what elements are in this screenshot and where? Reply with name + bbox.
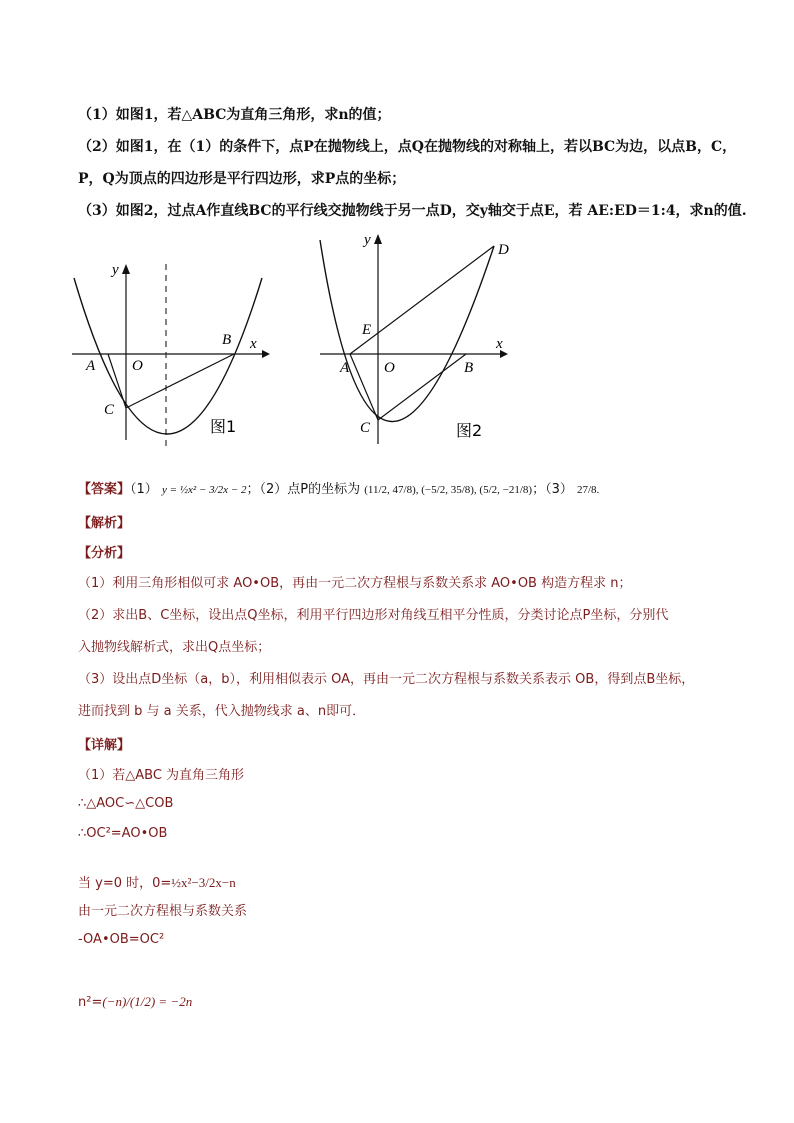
- label-c: C: [104, 402, 115, 418]
- label-b: B: [222, 332, 232, 348]
- y-axis-arrow-icon: [374, 234, 382, 244]
- label-o: O: [132, 358, 143, 374]
- detail-line-4-prefix: 当 y=0 时，0=: [78, 876, 172, 891]
- question-3: （3）如图2，过点A作直线BC的平行线交抛物线于另一点D，交y轴交于点E，若 AE:ED＝1:4，求n的值.: [78, 203, 747, 219]
- answer-line: [78, 478, 599, 497]
- figure-1-caption: 图1: [210, 417, 237, 436]
- figure-2: [316, 230, 526, 446]
- detail-line-6: -OA•OB=OC²: [78, 932, 165, 947]
- y-axis-arrow-icon: [122, 264, 130, 274]
- detail-line-4-formula: ½x²−3/2x−n: [171, 875, 236, 890]
- label-b: B: [464, 360, 474, 376]
- detail-line-5: 由一元二次方程根与系数关系: [78, 904, 248, 919]
- detail-label: 【详解】: [78, 738, 131, 753]
- detail-line-4: [78, 872, 236, 891]
- answer-part1-prefix: （1）: [130, 482, 158, 497]
- detail-line-2: ∴△AOC∽△COB: [78, 796, 174, 811]
- question-2-line-1: （2）如图1，在（1）的条件下，点P在抛物线上，点Q在抛物线的对称轴上，若以BC为边，以点B，C，: [78, 139, 737, 155]
- detail-line-1: （1）若△ABC 为直角三角形: [78, 768, 245, 783]
- answer-part1-formula: y = ½x² − 3/2x − 2: [161, 484, 247, 496]
- answer-part3-value: 27/8.: [576, 484, 600, 496]
- figure-1: [66, 260, 276, 450]
- analysis-p3-line-1: （3）设出点D坐标（a，b），利用相似表示 OA，再由一元二次方程根与系数关系表示 OB，得到点B坐标，: [78, 672, 695, 687]
- answer-part2-points: (11/2, 47/8), (−5/2, 35/8), (5/2, −21/8): [364, 484, 533, 496]
- question-1: （1）如图1，若△ABC为直角三角形，求n的值；: [78, 107, 391, 123]
- label-y: y: [364, 232, 371, 248]
- segment-ad: [350, 246, 494, 354]
- x-axis-arrow-icon: [262, 350, 270, 358]
- detail-line-3: ∴OC²=AO•OB: [78, 826, 168, 841]
- label-e: E: [362, 322, 372, 338]
- segment-ac: [108, 354, 126, 408]
- segment-ac: [350, 354, 378, 420]
- analysis-sub-label: 【分析】: [78, 546, 131, 561]
- detail-line-7-formula: (−n)/(1/2) = −2n: [102, 994, 193, 1009]
- question-2-line-2: P，Q为顶点的四边形是平行四边形，求P点的坐标；: [78, 171, 406, 187]
- analysis-label: 【解析】: [78, 516, 131, 531]
- figure-2-caption: 图2: [456, 421, 483, 440]
- detail-line-7-prefix: n²=: [78, 995, 103, 1010]
- label-a: A: [86, 358, 96, 374]
- analysis-p2-line-1: （2）求出B、C坐标，设出点Q坐标，利用平行四边形对角线互相平分性质，分类讨论点P坐标，分别代: [78, 608, 669, 623]
- detail-line-7: [78, 994, 192, 1010]
- parabola-curve: [320, 240, 494, 422]
- label-x: x: [496, 336, 503, 352]
- label-o: O: [384, 360, 395, 376]
- parabola-curve: [74, 278, 262, 434]
- label-c: C: [360, 420, 371, 436]
- analysis-p1: （1）利用三角形相似可求 AO•OB，再由一元二次方程根与系数关系求 AO•OB 构造方程求 n；: [78, 576, 632, 591]
- label-d: D: [498, 242, 509, 258]
- label-a: A: [340, 360, 350, 376]
- label-y: y: [112, 262, 119, 278]
- answer-part2-prefix: ；（2）点P的坐标为: [246, 482, 361, 497]
- answer-label: 【答案】: [78, 482, 131, 497]
- analysis-p2-line-2: 入抛物线解析式，求出Q点坐标；: [78, 640, 271, 655]
- answer-part3-prefix: ；（3）: [532, 482, 573, 497]
- label-x: x: [250, 336, 257, 352]
- analysis-p3-line-2: 进而找到 b 与 a 关系，代入抛物线求 a、n即可．: [78, 704, 366, 719]
